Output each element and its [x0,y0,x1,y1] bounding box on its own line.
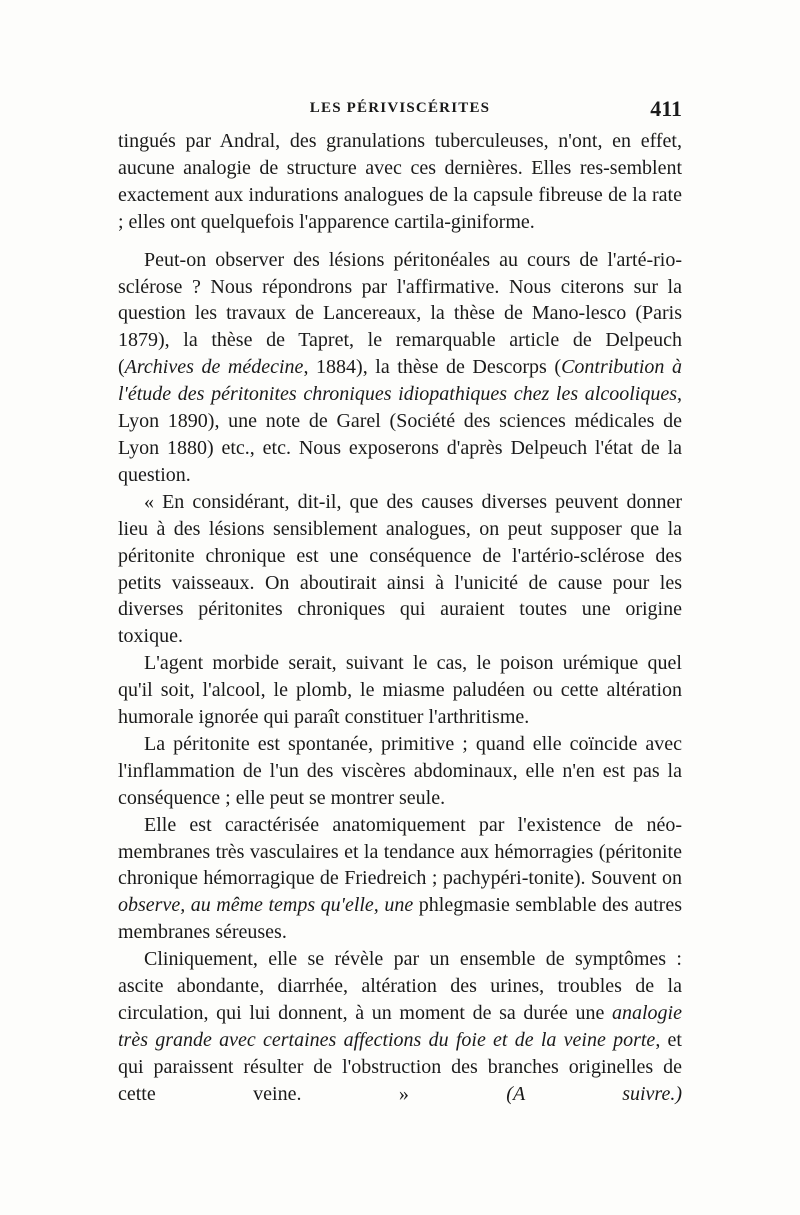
page-number: 411 [650,96,682,121]
running-title: LES PÉRIVISCÉRITES [309,100,491,116]
body-text [118,128,682,1108]
running-header [118,96,682,126]
paragraph-2 [118,247,682,489]
paragraph-1-text: tingués par Andral, des granulations tuberculeuses, n'ont, en effet, aucune analogie de structure avec ces dernières. Elles res-semblent exactement aux indurations analogues de la capsule fibreuse de la rate ; elles ont quelquefois l'apparence cartila-giniforme. [118,130,682,233]
paragraph-7-italic: analogie très grande avec certaines affections du foie et de la veine porte [118,1002,682,1051]
paragraph-5 [118,731,682,812]
paragraph-7-text-a: Cliniquement, elle se révèle par un ensemble de symptômes : ascite abondante, diarrhée, altération des urines, troubles de la circulation, qui lui donnent, à un moment de sa durée une [118,948,682,1024]
paragraph-5-text: La péritonite est spontanée, primitive ; quand elle coïncide avec l'inflammation de l'un des viscères abdominaux, elle n'en est pas la conséquence ; elle peut se montrer seule. [118,732,682,809]
paragraph-2-text-a: Peut-on observer des lésions péritonéales au cours de l'arté-rio-sclérose ? Nous répondrons par l'affirmative. Nous citerons sur la question les travaux de Lancereaux, la thèse de Mano-lesco (Paris 1879), la thèse de Tapret, le remarquable article de Delpeuch ( [118,248,682,379]
paragraph-7 [118,946,682,1107]
paragraph-2-text-c: , Lyon 1890), une note de Garel (Société des sciences médicales de Lyon 1880) etc., etc. Nous exposerons d'après Delpeuch l'état de la question. [118,383,682,486]
paragraph-2-text-b: , 1884), la thèse de Descorps ( [303,356,562,379]
paragraph-6 [118,812,682,947]
paragraph-6-italic: observe, au même temps qu'elle, une [118,894,414,917]
paragraph-7-text-b: , et qui paraissent résulter de l'obstruction des branches originelles de cette veine. » [118,1028,682,1105]
citation-contribution: Contribution à l'étude des péritonites chroniques idiopathiques chez les alcooliques [118,356,682,406]
paragraph-6-text-a: Elle est caractérisée anatomiquement par l'existence de néo-membranes très vasculaires et la tendance aux hémorragies (péritonite chronique hémorragique de Friedreich ; pachypéri-tonite). Souvent on [118,813,682,890]
paragraph-4 [118,650,682,731]
paragraph-3 [118,489,682,650]
paragraph-1 [118,128,682,236]
a-suivre-note: (A suivre.) [506,1082,682,1105]
paragraph-3-text: « En considérant, dit-il, que des causes diverses peuvent donner lieu à des lésions sensiblement analogues, on peut supposer que la péritonite chronique est une conséquence de l'artério-sclérose des petits vaisseaux. On aboutirait ainsi à l'unicité de cause pour les diverses péritonites chroniques qui auraient toutes une origine toxique. [118,490,682,648]
paragraph-4-text: L'agent morbide serait, suivant le cas, le poison urémique quel qu'il soit, l'alcool, le plomb, le miasme paludéen ou cette altération humorale ignorée qui paraît constituer l'arthritisme. [118,652,682,729]
paragraph-6-text-b: phlegmasie semblable des autres membranes séreuses. [118,894,682,944]
citation-archives: Archives de médecine [124,356,304,379]
